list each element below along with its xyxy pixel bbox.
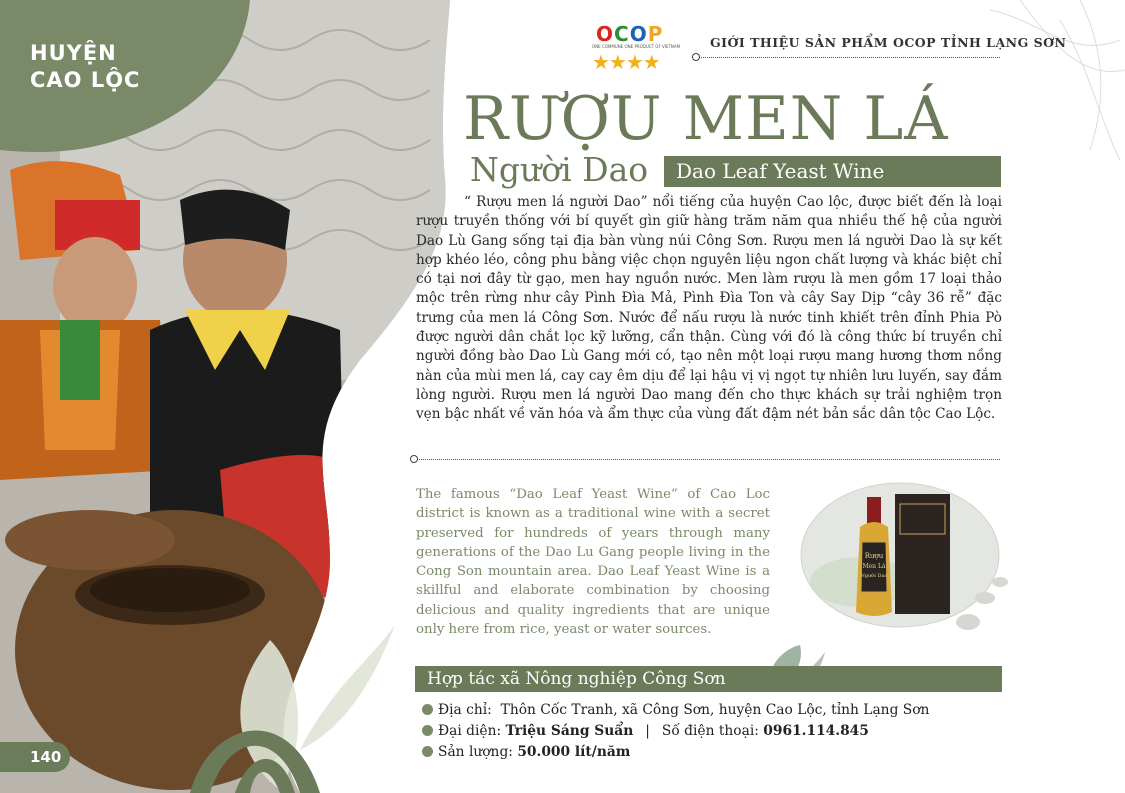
representative-value: Triệu Sáng Suẩn <box>505 723 634 739</box>
representative-row <box>422 723 869 739</box>
output-label: Sản lượng: <box>438 744 513 760</box>
phone-label: Số điện thoại: <box>661 723 759 739</box>
phone-value: 0961.114.845 <box>763 723 869 739</box>
location-icon <box>422 704 433 715</box>
page-subtitle: Người Dao <box>470 150 649 189</box>
separator: | <box>645 723 650 739</box>
district-label <box>30 40 140 94</box>
district-line1: HUYỆN <box>30 41 117 65</box>
bottle-label-2: Men Lá <box>862 563 886 570</box>
address-label: Địa chỉ: <box>438 702 492 718</box>
bottle-label-1: Rượu <box>864 552 884 560</box>
address-value: Thôn Cốc Tranh, xã Công Sơn, huyện Cao Lộc, tỉnh Lạng Sơn <box>500 702 930 718</box>
district-line2: CAO LỘC <box>30 68 141 92</box>
header-divider <box>695 57 1000 58</box>
ocop-logo: OCOP <box>596 22 664 46</box>
vietnamese-description: “ Rượu men lá người Dao” nổi tiếng của huyện Cao lộc, được biết đến là loại rượu truyền thống với bí quyết gìn giữ hàng trăm năm qua nhiều thế hệ của người Dao Lù Gang sống tại địa bàn vùng núi Công Sơn. Rượu men lá người Dao là sự kết hợp khéo léo, công phu bằng việc chọn nguyên liệu ngon chất lượng và khác biệt chỉ có tại nơi đây từ gạo, men hay nguồn nước. Men làm rượu là men gồm 17 loại thảo mộc trên rừng như cây Pình Đìa Mả, Pình Đìa Ton và cây Say Dịp “cây 36 rễ” đặc trưng của men lá Công Sơn. Nước để nấu rượu là nước tinh khiết trên đỉnh Phia Pò được người dân chắt lọc kỹ lưỡng, cẩn thận. Cùng với đó là công thức bí truyền chỉ người đồng bào Dao Lù Gang mới có, tạo nên một loại rượu mang hương thơm nồng nàn của mùi men lá, cay cay êm dịu để lại hậu vị vị ngọt tự nhiên lưu luyến, say đắm lòng người. Rượu men lá người Dao mang đến cho thực khách sự trải nghiệm trọn vẹn bậc nhất về văn hóa và ẩm thực của vùng đất đậm nét bản sắc dân tộc Cao Lộc. <box>416 194 1002 423</box>
english-description: The famous “Dao Leaf Yeast Wine” of Cao Loc district is known as a traditional wine with a secret preserved for hundreds of years through many generations of the Dao Lu Gang people living in the Cong Son mountain area. Dao Leaf Yeast Wine is a skillful and elaborate combination by choosing delicious and quality ingredients that are unique only here from rice, yeast or water sources. <box>416 487 770 638</box>
leaf-decoration <box>180 600 400 793</box>
representative-label: Đại diện: <box>438 723 502 739</box>
person-icon <box>422 725 433 736</box>
english-title: Dao Leaf Yeast Wine <box>664 156 1001 187</box>
bottle-label-3: Người Dao <box>860 573 888 579</box>
output-icon <box>422 746 433 757</box>
output-row <box>422 744 630 760</box>
header-title: GIỚI THIỆU SẢN PHẨM OCOP TỈNH LẠNG SƠN <box>710 35 1067 50</box>
line-art-decoration <box>980 0 1125 170</box>
section-divider-dot <box>410 455 418 463</box>
section-divider <box>415 459 1000 460</box>
cooperative-name: Hợp tác xã Nông nghiệp Công Sơn <box>415 666 1002 692</box>
pebble-decoration <box>940 570 1020 640</box>
ocop-stars: ★★★★ <box>592 50 660 74</box>
ocop-logo-subtitle: ONE COMMUNE ONE PRODUCT OF VIETNAM <box>592 44 681 49</box>
page-number: 140 <box>0 742 70 772</box>
output-value: 50.000 lít/năm <box>517 744 631 760</box>
page-title: RƯỢU MEN LÁ <box>463 84 949 154</box>
header-divider-dot <box>692 53 700 61</box>
address-row <box>422 702 929 718</box>
photo-panel <box>0 0 460 793</box>
